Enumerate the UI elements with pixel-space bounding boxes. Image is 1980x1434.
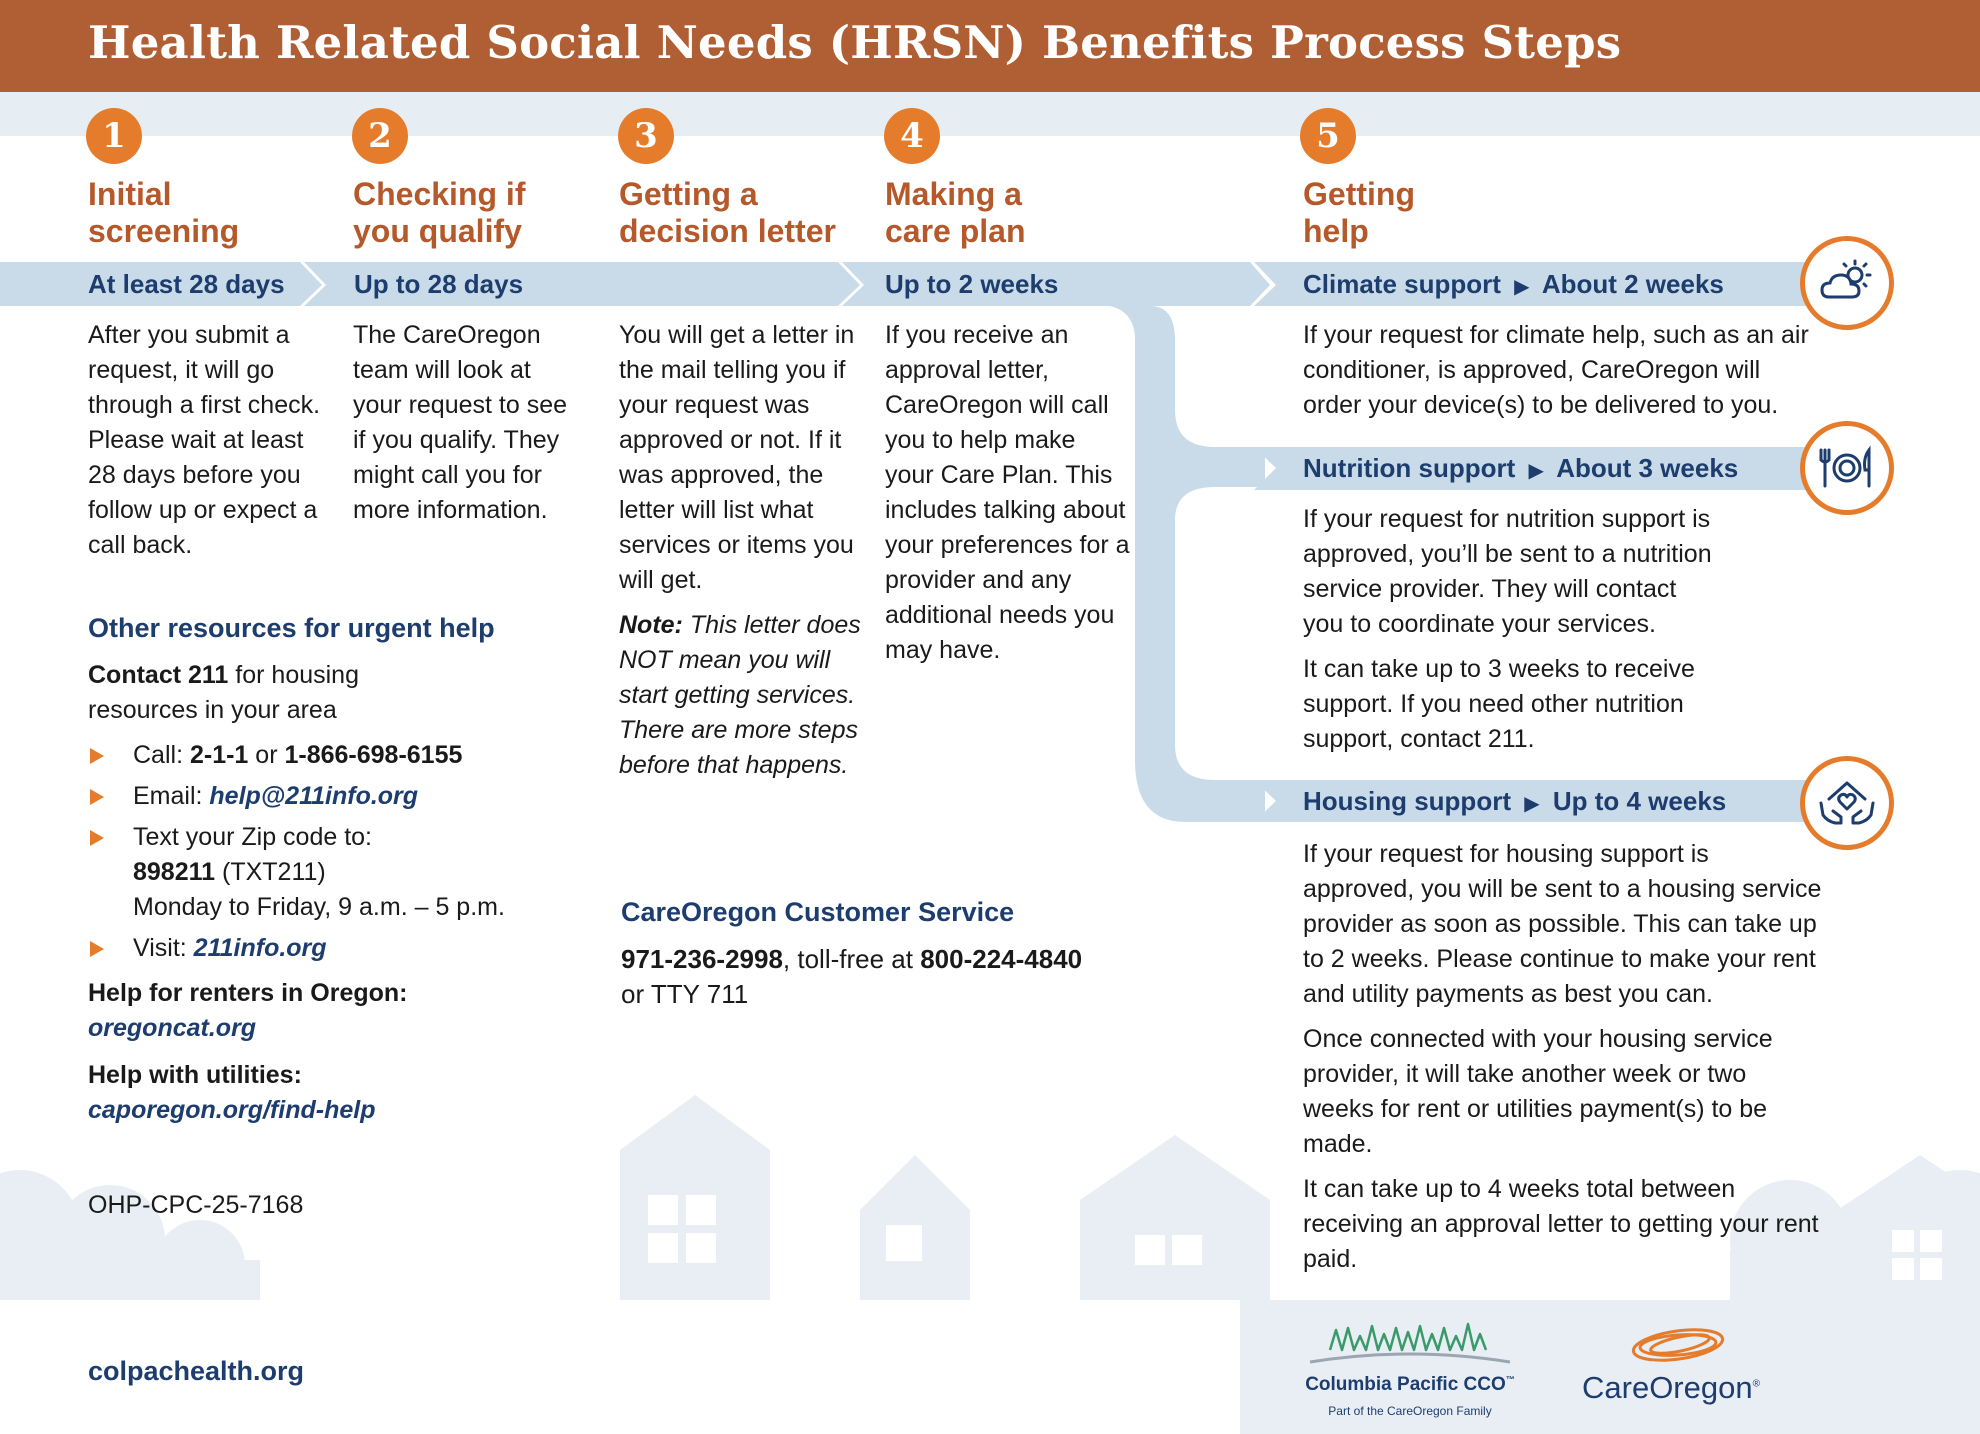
climate-support-description bbox=[1303, 318, 1823, 433]
text-code: (TXT211) bbox=[215, 858, 326, 886]
note-label: Note: bbox=[619, 611, 683, 639]
climate-support-duration: About 2 weeks bbox=[1541, 269, 1724, 299]
step-4-description: If you receive an approval letter, CareOregon will call you to help make your Care Plan. This includes talking about your preferences for a provider and any additional needs you may have. bbox=[885, 321, 1130, 664]
climate-paragraph: If your request for climate help, such as an air conditioner, is approved, CareOregon will order your device(s) to be delivered to you. bbox=[1303, 321, 1809, 419]
visit-link[interactable]: 211info.org bbox=[193, 934, 327, 962]
nutrition-support-band bbox=[1303, 453, 1738, 484]
step-3-description bbox=[619, 318, 864, 783]
renters-help bbox=[88, 976, 508, 1046]
careoregon-swirl-icon bbox=[1623, 1320, 1733, 1370]
logo-tm: ™ bbox=[1505, 1374, 1515, 1385]
step-3-number: 3 bbox=[618, 108, 674, 164]
phone-1-866[interactable]: 1-866-698-6155 bbox=[284, 741, 463, 769]
columbia-pacific-logo bbox=[1280, 1310, 1540, 1430]
utilities-label: Help with utilities: bbox=[88, 1061, 302, 1089]
step-1-duration: At least 28 days bbox=[88, 269, 285, 299]
nutrition-support-description bbox=[1303, 502, 1723, 767]
phone-211[interactable]: 2-1-1 bbox=[189, 741, 249, 769]
text-number: 898211 bbox=[133, 858, 216, 886]
nutrition-paragraph: It can take up to 3 weeks to receive support. If you need other nutrition support, contact 211. bbox=[1303, 655, 1695, 753]
utilities-help bbox=[88, 1058, 508, 1128]
climate-icon-badge bbox=[1800, 236, 1894, 330]
columbia-pacific-tagline: Part of the CareOregon Family bbox=[1328, 1404, 1492, 1418]
resources-list bbox=[88, 738, 528, 972]
step-2-title: Checking if you qualify bbox=[353, 176, 526, 249]
contact-211-bold: Contact 211 bbox=[88, 661, 229, 689]
step-1-title: Initial screening bbox=[88, 176, 240, 249]
housing-support-label: Housing support bbox=[1303, 786, 1511, 816]
or-text: or bbox=[248, 741, 285, 769]
renters-label: Help for renters in Oregon: bbox=[88, 979, 408, 1007]
trees-icon bbox=[1280, 1310, 1540, 1370]
step-3-title: Getting a decision letter bbox=[619, 176, 836, 249]
text-label: Text your Zip code to: bbox=[133, 823, 373, 851]
footer-url[interactable]: colpachealth.org bbox=[88, 1356, 305, 1386]
step-4-number: 4 bbox=[884, 108, 940, 164]
form-code: OHP-CPC-25-7168 bbox=[88, 1191, 304, 1219]
arrow-icon: ▶ bbox=[1514, 276, 1530, 298]
housing-support-band bbox=[1303, 786, 1726, 817]
house-heart-hands-icon bbox=[1817, 773, 1877, 833]
email-label: Email: bbox=[133, 782, 210, 810]
list-item bbox=[88, 779, 528, 814]
contact-211 bbox=[88, 658, 418, 728]
nutrition-support-duration: About 3 weeks bbox=[1556, 453, 1739, 483]
step-1-number: 1 bbox=[86, 108, 142, 164]
tollfree-number[interactable]: 800-224-4840 bbox=[920, 944, 1083, 974]
step-4-title: Making a care plan bbox=[885, 176, 1026, 249]
call-label: Call: bbox=[133, 741, 190, 769]
housing-paragraph: If your request for housing support is approved, you will be sent to a housing service provider as soon as possible. This can take up to 2 weeks. Please continue to make your rent and utility payments as best you can. bbox=[1303, 840, 1822, 1008]
customer-service-contact bbox=[621, 942, 1141, 1012]
nutrition-icon-badge bbox=[1800, 421, 1894, 515]
email-link[interactable]: help@211info.org bbox=[209, 782, 419, 810]
bullet-arrow-icon bbox=[90, 830, 104, 846]
page-title: Health Related Social Needs (HRSN) Benefits Process Steps bbox=[88, 16, 1622, 69]
nutrition-support-label: Nutrition support bbox=[1303, 453, 1516, 483]
step-5-number: 5 bbox=[1300, 108, 1356, 164]
step-2-number: 2 bbox=[352, 108, 408, 164]
resources-heading: Other resources for urgent help bbox=[88, 613, 495, 643]
bullet-arrow-icon bbox=[90, 789, 104, 805]
visit-label: Visit: bbox=[133, 934, 194, 962]
step-3-note bbox=[619, 608, 864, 783]
bullet-arrow-icon bbox=[90, 748, 104, 764]
cloud-sun-icon bbox=[1817, 253, 1877, 313]
climate-support-label: Climate support bbox=[1303, 269, 1501, 299]
step-3-body: You will get a letter in the mail telling you if your request was approved or not. If it was approved, the letter will list what services or items you will get. bbox=[619, 321, 855, 594]
careoregon-logo bbox=[1578, 1318, 1778, 1418]
logo-name: CareOregon bbox=[1582, 1370, 1753, 1405]
housing-support-description bbox=[1303, 837, 1823, 1287]
step-5-title: Getting help bbox=[1303, 176, 1415, 249]
arrow-icon: ▶ bbox=[1524, 793, 1540, 815]
housing-paragraph: It can take up to 4 weeks total between receiving an approval letter to getting your rent paid. bbox=[1303, 1175, 1819, 1273]
columbia-pacific-name bbox=[1280, 1374, 1540, 1396]
climate-support-band bbox=[1303, 269, 1724, 300]
contact-211-text: for housing resources in your area bbox=[88, 661, 359, 724]
housing-paragraph: Once connected with your housing service provider, it will take another week or two weeks for rent or utilities payment(s) to be made. bbox=[1303, 1025, 1773, 1158]
list-item bbox=[88, 820, 528, 925]
plate-utensils-icon bbox=[1817, 438, 1877, 498]
list-item bbox=[88, 931, 528, 966]
note-text: This letter does NOT mean you will start getting services. There are more steps before that happens. bbox=[619, 611, 861, 779]
tollfree-text: , toll-free at bbox=[782, 944, 921, 974]
list-item bbox=[88, 738, 528, 773]
phone-number[interactable]: 971-236-2998 bbox=[621, 944, 783, 974]
step-4-duration: Up to 2 weeks bbox=[885, 269, 1059, 299]
utilities-link[interactable]: caporegon.org/find-help bbox=[88, 1096, 376, 1124]
nutrition-paragraph: If your request for nutrition support is approved, you’ll be sent to a nutrition service provider. They will contact you to coordinate your services. bbox=[1303, 505, 1712, 638]
bullet-arrow-icon bbox=[90, 941, 104, 957]
text-hours: Monday to Friday, 9 a.m. – 5 p.m. bbox=[133, 893, 505, 921]
logo-name: Columbia Pacific CCO bbox=[1305, 1374, 1506, 1395]
careoregon-name bbox=[1582, 1370, 1760, 1406]
step-2-duration: Up to 28 days bbox=[354, 269, 524, 299]
tty-text: or TTY 711 bbox=[621, 979, 749, 1009]
housing-support-duration: Up to 4 weeks bbox=[1552, 786, 1727, 816]
housing-icon-badge bbox=[1800, 756, 1894, 850]
customer-service-heading: CareOregon Customer Service bbox=[621, 897, 1015, 927]
step-1-description: After you submit a request, it will go through a first check. Please wait at least 28 days before you follow up or expect a call back. bbox=[88, 321, 321, 559]
logo-mark: ® bbox=[1752, 1378, 1760, 1390]
renters-link[interactable]: oregoncat.org bbox=[88, 1014, 257, 1042]
step-2-description: The CareOregon team will look at your request to see if you qualify. They might call you for more information. bbox=[353, 321, 568, 524]
arrow-icon: ▶ bbox=[1528, 460, 1544, 482]
